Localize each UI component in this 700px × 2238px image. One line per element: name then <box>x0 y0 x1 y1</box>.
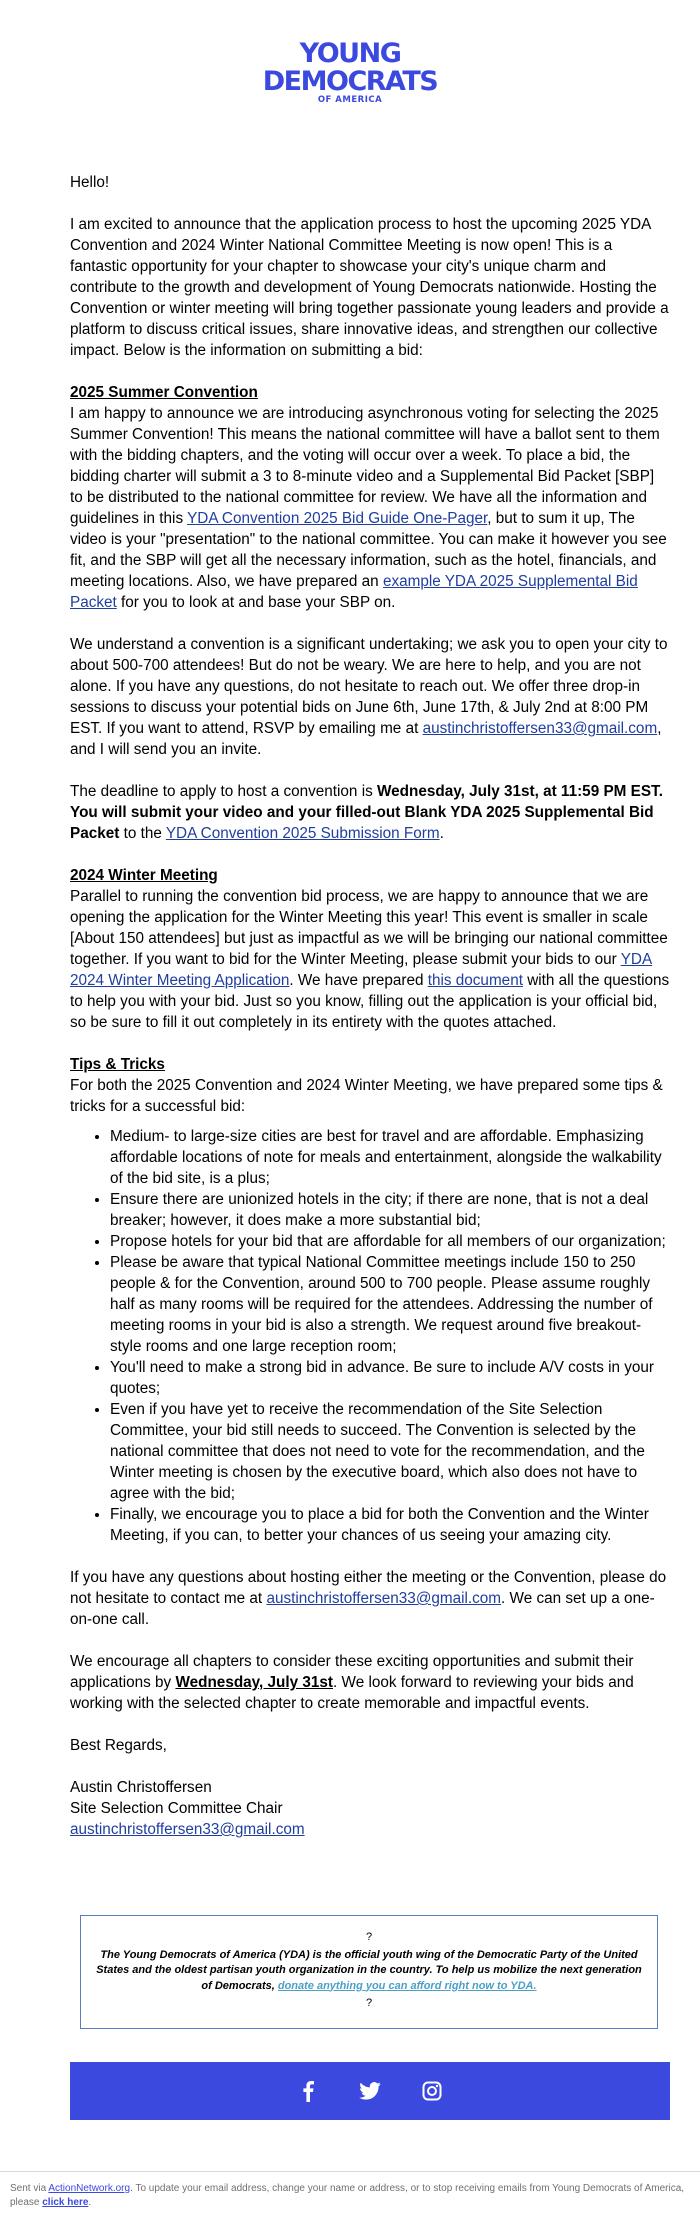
winter-document-link[interactable]: this document <box>427 972 523 989</box>
convention-paragraph-1: I am happy to announce we are introducing asynchronous voting for selecting the 2025 Summer Convention! This means the national committee will have a ballot sent to them with the bidding chapters, and the voting will occur over a week. To place a bid, the bidding charter will submit a 3 to 8-minute video and a Supplemental Bid Packet [SBP] to be distributed to the national committee for review. We have all the information and guidelines in this YDA Convention 2025 Bid Guide One-Pager, but to sum it up, The video is your "presentation" to the national committee. You can make it however you see fit, and the SBP will get all the necessary information, such as the hotel, financials, and meeting locations. Also, we have prepared an example YDA 2025 Supplemental Bid Packet for you to look at and base your SBP on. <box>70 405 667 611</box>
submission-form-link[interactable]: YDA Convention 2025 Submission Form <box>165 825 440 842</box>
tips-intro: For both the 2025 Convention and 2024 Winter Meeting, we have prepared some tips & tricks for a successful bid: <box>70 1077 663 1115</box>
rsvp-email-link[interactable]: austinchristoffersen33@gmail.com <box>422 720 658 737</box>
encourage-paragraph: We encourage all chapters to consider these exciting opportunities and submit their applications by Wednesday, July 31st. We look forward to reviewing your bids and working with the selected chapter to create memorable and impactful events. <box>70 1653 634 1712</box>
winter-paragraph: Parallel to running the convention bid process, we are happy to announce that we are opening the application for the Winter Meeting this year! This event is smaller in scale [About 150 attendees] but just as impactful as we will be bringing our national committee together. If you want to bid for the Winter Meeting, please submit your bids to our YDA 2024 Winter Meeting Application. We have prepared this document with all the questions to help you with your bid. Just so you know, filling out the application is your official bid, so be sure to fill it out completely in its entirety with the quotes attached. <box>70 888 670 1031</box>
winter-application-link[interactable]: YDA 2024 Winter Meeting Application <box>70 951 653 989</box>
intro-paragraph: I am excited to announce that the application process to host the upcoming 2025 YDA Convention and 2024 Winter National Committee Meeting is now open! This is a fantastic opportunity for your chapter to showcase your city's unique charm and contribute to the growth and development of Young Democrats nationwide. Hosting the Convention or winter meeting will bring together passionate young leaders and provide a platform to discuss critical issues, share innovative ideas, and strengthen our collective impact. Below is the information on submitting a bid: <box>70 216 669 359</box>
list-item: • Even if you have yet to receive the recommendation of the Site Selection Committee, your bid still needs to succeed. The Convention is selected by the national committee that does not need to vote for the recommendation, and the Winter meeting is chosen by the executive board, which also does not have to agree with the bid; <box>110 1399 670 1504</box>
placeholder-mark: ? <box>365 1931 373 1943</box>
placeholder-mark: ? <box>365 1997 373 2009</box>
convention-heading: 2025 Summer Convention <box>70 384 258 401</box>
logo-line-young: YOUNG <box>299 38 401 69</box>
signature <box>70 1777 670 1840</box>
winter-heading: 2024 Winter Meeting <box>70 867 218 884</box>
list-item: • Propose hotels for your bid that are affordable for all members of our organization; <box>110 1231 670 1252</box>
unsubscribe-footer: Sent via ActionNetwork.org. To update your email address, change your name or address, or to stop receiving emails from Young Democrats of America, please click here. <box>0 2171 700 2238</box>
list-item: • Please be aware that typical National Committee meetings include 150 to 250 people & for the Convention, around 500 to 700 people. Please assume roughly half as many rooms will be required for the attendees. Addressing the number of meeting rooms in your bid is also a strength. We request around five breakout-style rooms and one large reception room; <box>110 1252 670 1357</box>
signature-name: Austin Christoffersen <box>70 1779 212 1796</box>
signature-title: Site Selection Committee Chair <box>70 1800 283 1817</box>
convention-paragraph-2: We understand a convention is a significant undertaking; we ask you to open your city to about 500-700 attendees! But do not be weary. We are here to help, and you are not alone. If you have any questions, do not hesitate to reach out. We offer three drop-in sessions to discuss your potential bids on June 6th, June 17th, & July 2nd at 8:00 PM EST. If you want to attend, RSVP by emailing me at austinchristoffersen33@gmail.com, and I will send you an invite. <box>70 636 668 758</box>
example-sbp-link[interactable]: example YDA 2025 Supplemental Bid Packet <box>70 573 638 611</box>
tips-heading: Tips & Tricks <box>70 1056 165 1073</box>
facebook-icon[interactable] <box>297 2080 319 2102</box>
questions-paragraph: If you have any questions about hosting either the meeting or the Convention, please do not hesitate to contact me at austinchristoffersen33@gmail.com. We can set up a one-on-one call. <box>70 1569 667 1628</box>
list-item: • Ensure there are unionized hotels in the city; if there are none, that is not a deal breaker; however, it does make a more substantial bid; <box>110 1189 670 1231</box>
yda-logo <box>0 40 700 105</box>
mission-statement: The Young Democrats of America (YDA) is the official youth wing of the Democratic Party of the United States and the oldest partisan youth organization in the country. To help us mobilize the next generation of Democrats, donate anything you can afford right now to YDA. <box>96 1948 642 1992</box>
convention-deadline: The deadline to apply to host a convention is Wednesday, July 31st, at 11:59 PM EST. You will submit your video and your filled-out Blank YDA 2025 Supplemental Bid Packet to the YDA Convention 2025 Submission Form. <box>70 783 663 842</box>
twitter-icon[interactable] <box>359 2080 381 2102</box>
contact-email-link[interactable]: austinchristoffersen33@gmail.com <box>266 1590 502 1607</box>
regards: Best Regards, <box>70 1737 167 1754</box>
greeting: Hello! <box>70 174 110 191</box>
signature-email-link[interactable]: austinchristoffersen33@gmail.com <box>70 1821 305 1838</box>
unsubscribe-link[interactable]: click here <box>42 2197 89 2208</box>
bid-guide-link[interactable]: YDA Convention 2025 Bid Guide One-Pager <box>187 510 488 527</box>
logo-line-democrats: DEMOCRATS <box>262 66 438 97</box>
list-item: • Medium- to large-size cities are best for travel and are affordable. Emphasizing affordable locations of note for meals and entertainment, alongside the walkability of the bid site, is a plus; <box>110 1126 670 1189</box>
email-body <box>70 172 670 1840</box>
mission-box <box>80 1915 658 2029</box>
list-item: • You'll need to make a strong bid in advance. Be sure to include A/V costs in your quotes; <box>110 1357 670 1399</box>
instagram-icon[interactable] <box>421 2080 443 2102</box>
actionnetwork-link[interactable]: ActionNetwork.org <box>48 2183 131 2194</box>
tips-list <box>70 1126 670 1546</box>
list-item: • Finally, we encourage you to place a bid for both the Convention and the Winter Meeting, if you can, to better your chances of us seeing your amazing city. <box>110 1504 670 1546</box>
logo-line-of-america: OF AMERICA <box>317 95 383 105</box>
social-bar <box>70 2062 670 2120</box>
donate-link[interactable]: donate anything you can afford right now to YDA. <box>277 1979 537 1992</box>
